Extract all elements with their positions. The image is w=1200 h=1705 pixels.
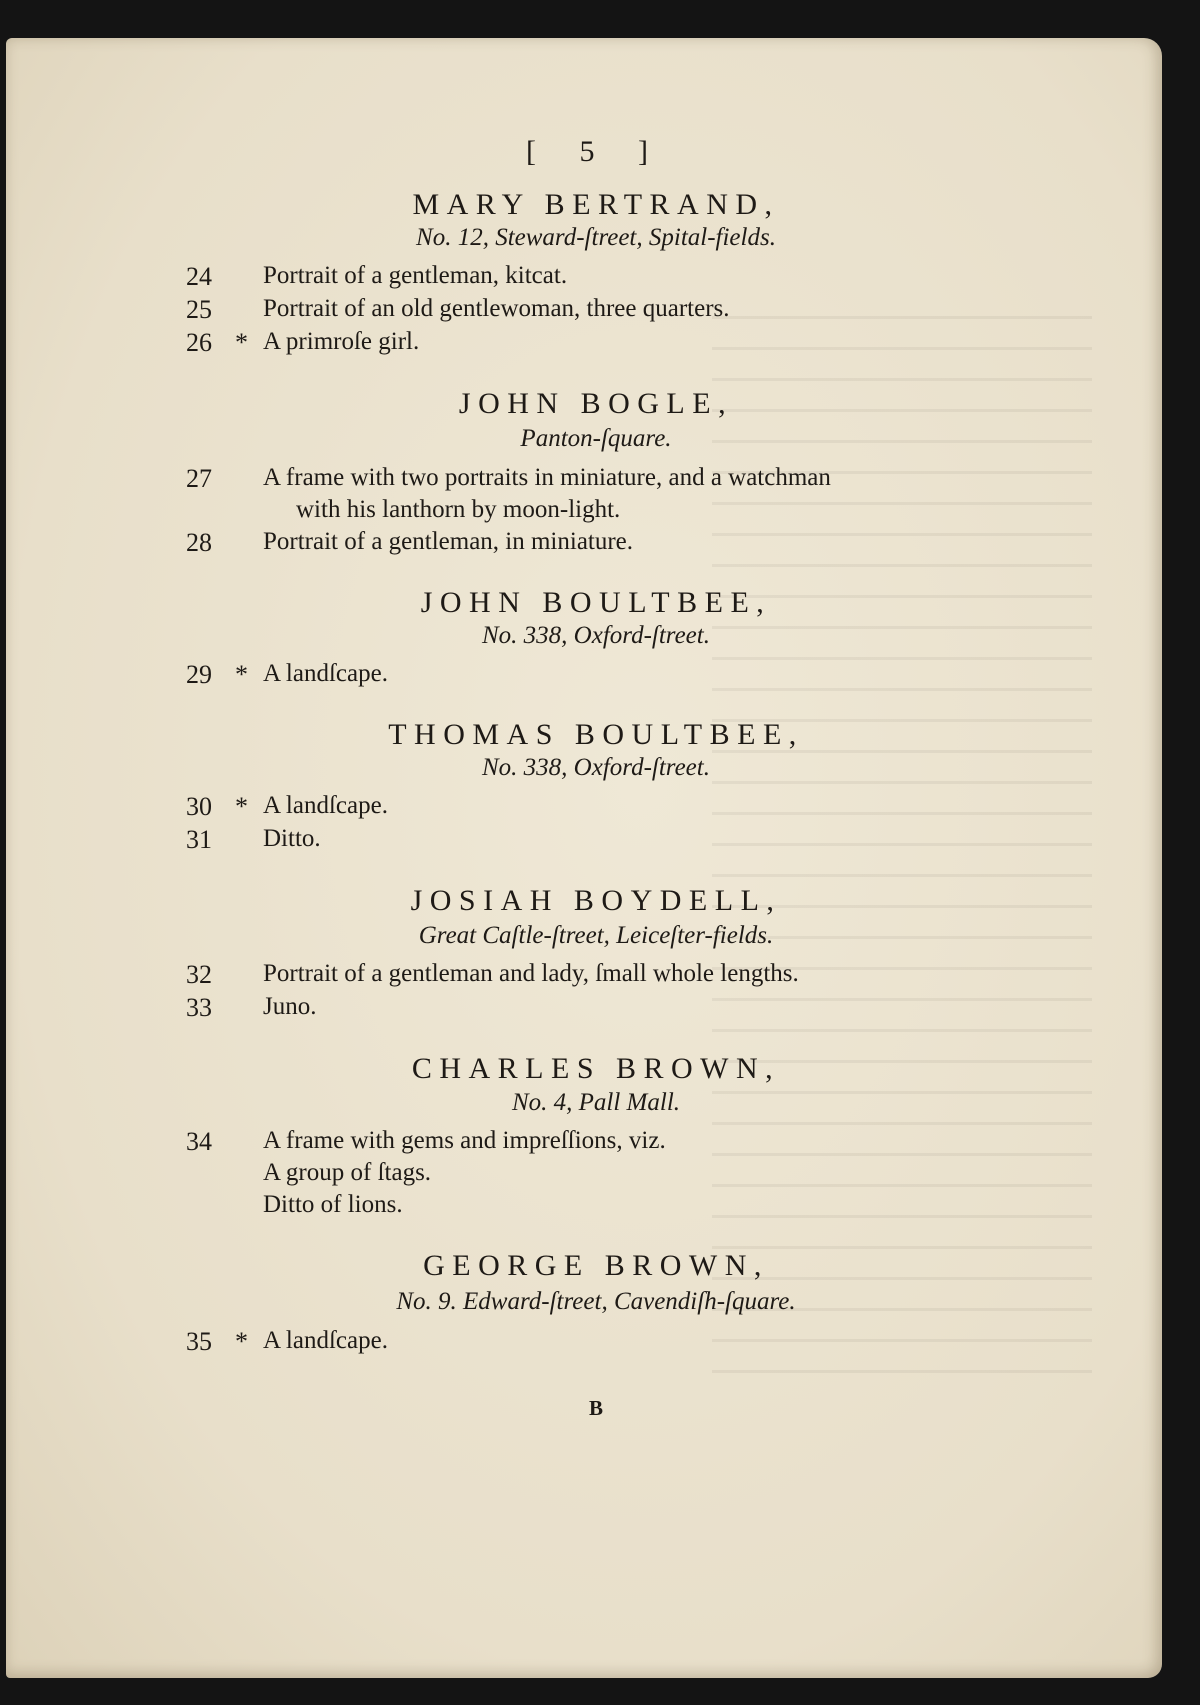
artist-address: No. 9. Edward-ſtreet, Cavendiſh-ſquare.: [396, 1288, 796, 1315]
entry-text: Portrait of a gentleman and lady, ſmall whole lengths.: [263, 960, 799, 987]
entry-number: 24: [186, 262, 212, 291]
entry-text: A landſcape.: [263, 660, 388, 687]
page-number: [ 5 ]: [526, 135, 666, 168]
artist-name: MARY BERTRAND,: [412, 188, 780, 221]
entry-text: Ditto.: [263, 825, 321, 852]
artist-name: JOHN BOULTBEE,: [420, 586, 772, 619]
entry-number: 33: [186, 993, 212, 1022]
artist-address: Panton-ſquare.: [520, 425, 672, 452]
artist-address: No. 338, Oxford-ſtreet.: [482, 622, 710, 649]
show-through-text: [712, 288, 1092, 1388]
entry-text: A landſcape.: [263, 792, 388, 819]
entry-text: A landſcape.: [263, 1327, 388, 1354]
asterisk-mark: *: [235, 1327, 248, 1356]
entry-text: Portrait of a gentleman, kitcat.: [263, 262, 568, 289]
entry-sub-item: A group of ſtags.: [263, 1159, 432, 1186]
entry-sub-item: Ditto of lions.: [263, 1191, 403, 1218]
artist-name: JOHN BOGLE,: [458, 387, 734, 420]
asterisk-mark: *: [235, 660, 248, 689]
entry-text: A primroſe girl.: [263, 328, 420, 355]
entry-number: 32: [186, 960, 212, 989]
entry-number: 30: [186, 792, 212, 821]
asterisk-mark: *: [235, 792, 248, 821]
entry-text: Portrait of an old gentlewoman, three quarters.: [263, 295, 730, 322]
signature-mark: B: [588, 1396, 603, 1420]
artist-name: JOSIAH BOYDELL,: [410, 884, 782, 917]
artist-name: CHARLES BROWN,: [411, 1052, 781, 1085]
entry-number: 31: [186, 825, 212, 854]
asterisk-mark: *: [235, 328, 248, 357]
artist-address: Great Caſtle-ſtreet, Leiceſter-fields.: [418, 922, 774, 949]
entry-text-continuation: with his lanthorn by moon-light.: [296, 496, 621, 523]
entry-number: 34: [186, 1127, 212, 1156]
entry-number: 29: [186, 660, 212, 689]
entry-number: 26: [186, 328, 212, 357]
artist-address: No. 338, Oxford-ſtreet.: [482, 754, 710, 781]
entry-number: 25: [186, 295, 212, 324]
entry-number: 27: [186, 464, 212, 493]
artist-name: GEORGE BROWN,: [423, 1249, 769, 1282]
entry-text: A frame with two portraits in miniature, and a watchman: [263, 464, 831, 491]
entry-number: 35: [186, 1327, 212, 1356]
entry-text: Juno.: [263, 993, 317, 1020]
entry-number: 28: [186, 528, 212, 557]
artist-address: No. 12, Steward-ſtreet, Spital-fields.: [416, 224, 776, 251]
entry-text: Portrait of a gentleman, in miniature.: [263, 528, 634, 555]
artist-name: THOMAS BOULTBEE,: [388, 718, 804, 751]
catalogue-page: [6, 38, 1162, 1678]
artist-address: No. 4, Pall Mall.: [511, 1089, 681, 1116]
entry-text: A frame with gems and impreſſions, viz.: [263, 1127, 666, 1154]
